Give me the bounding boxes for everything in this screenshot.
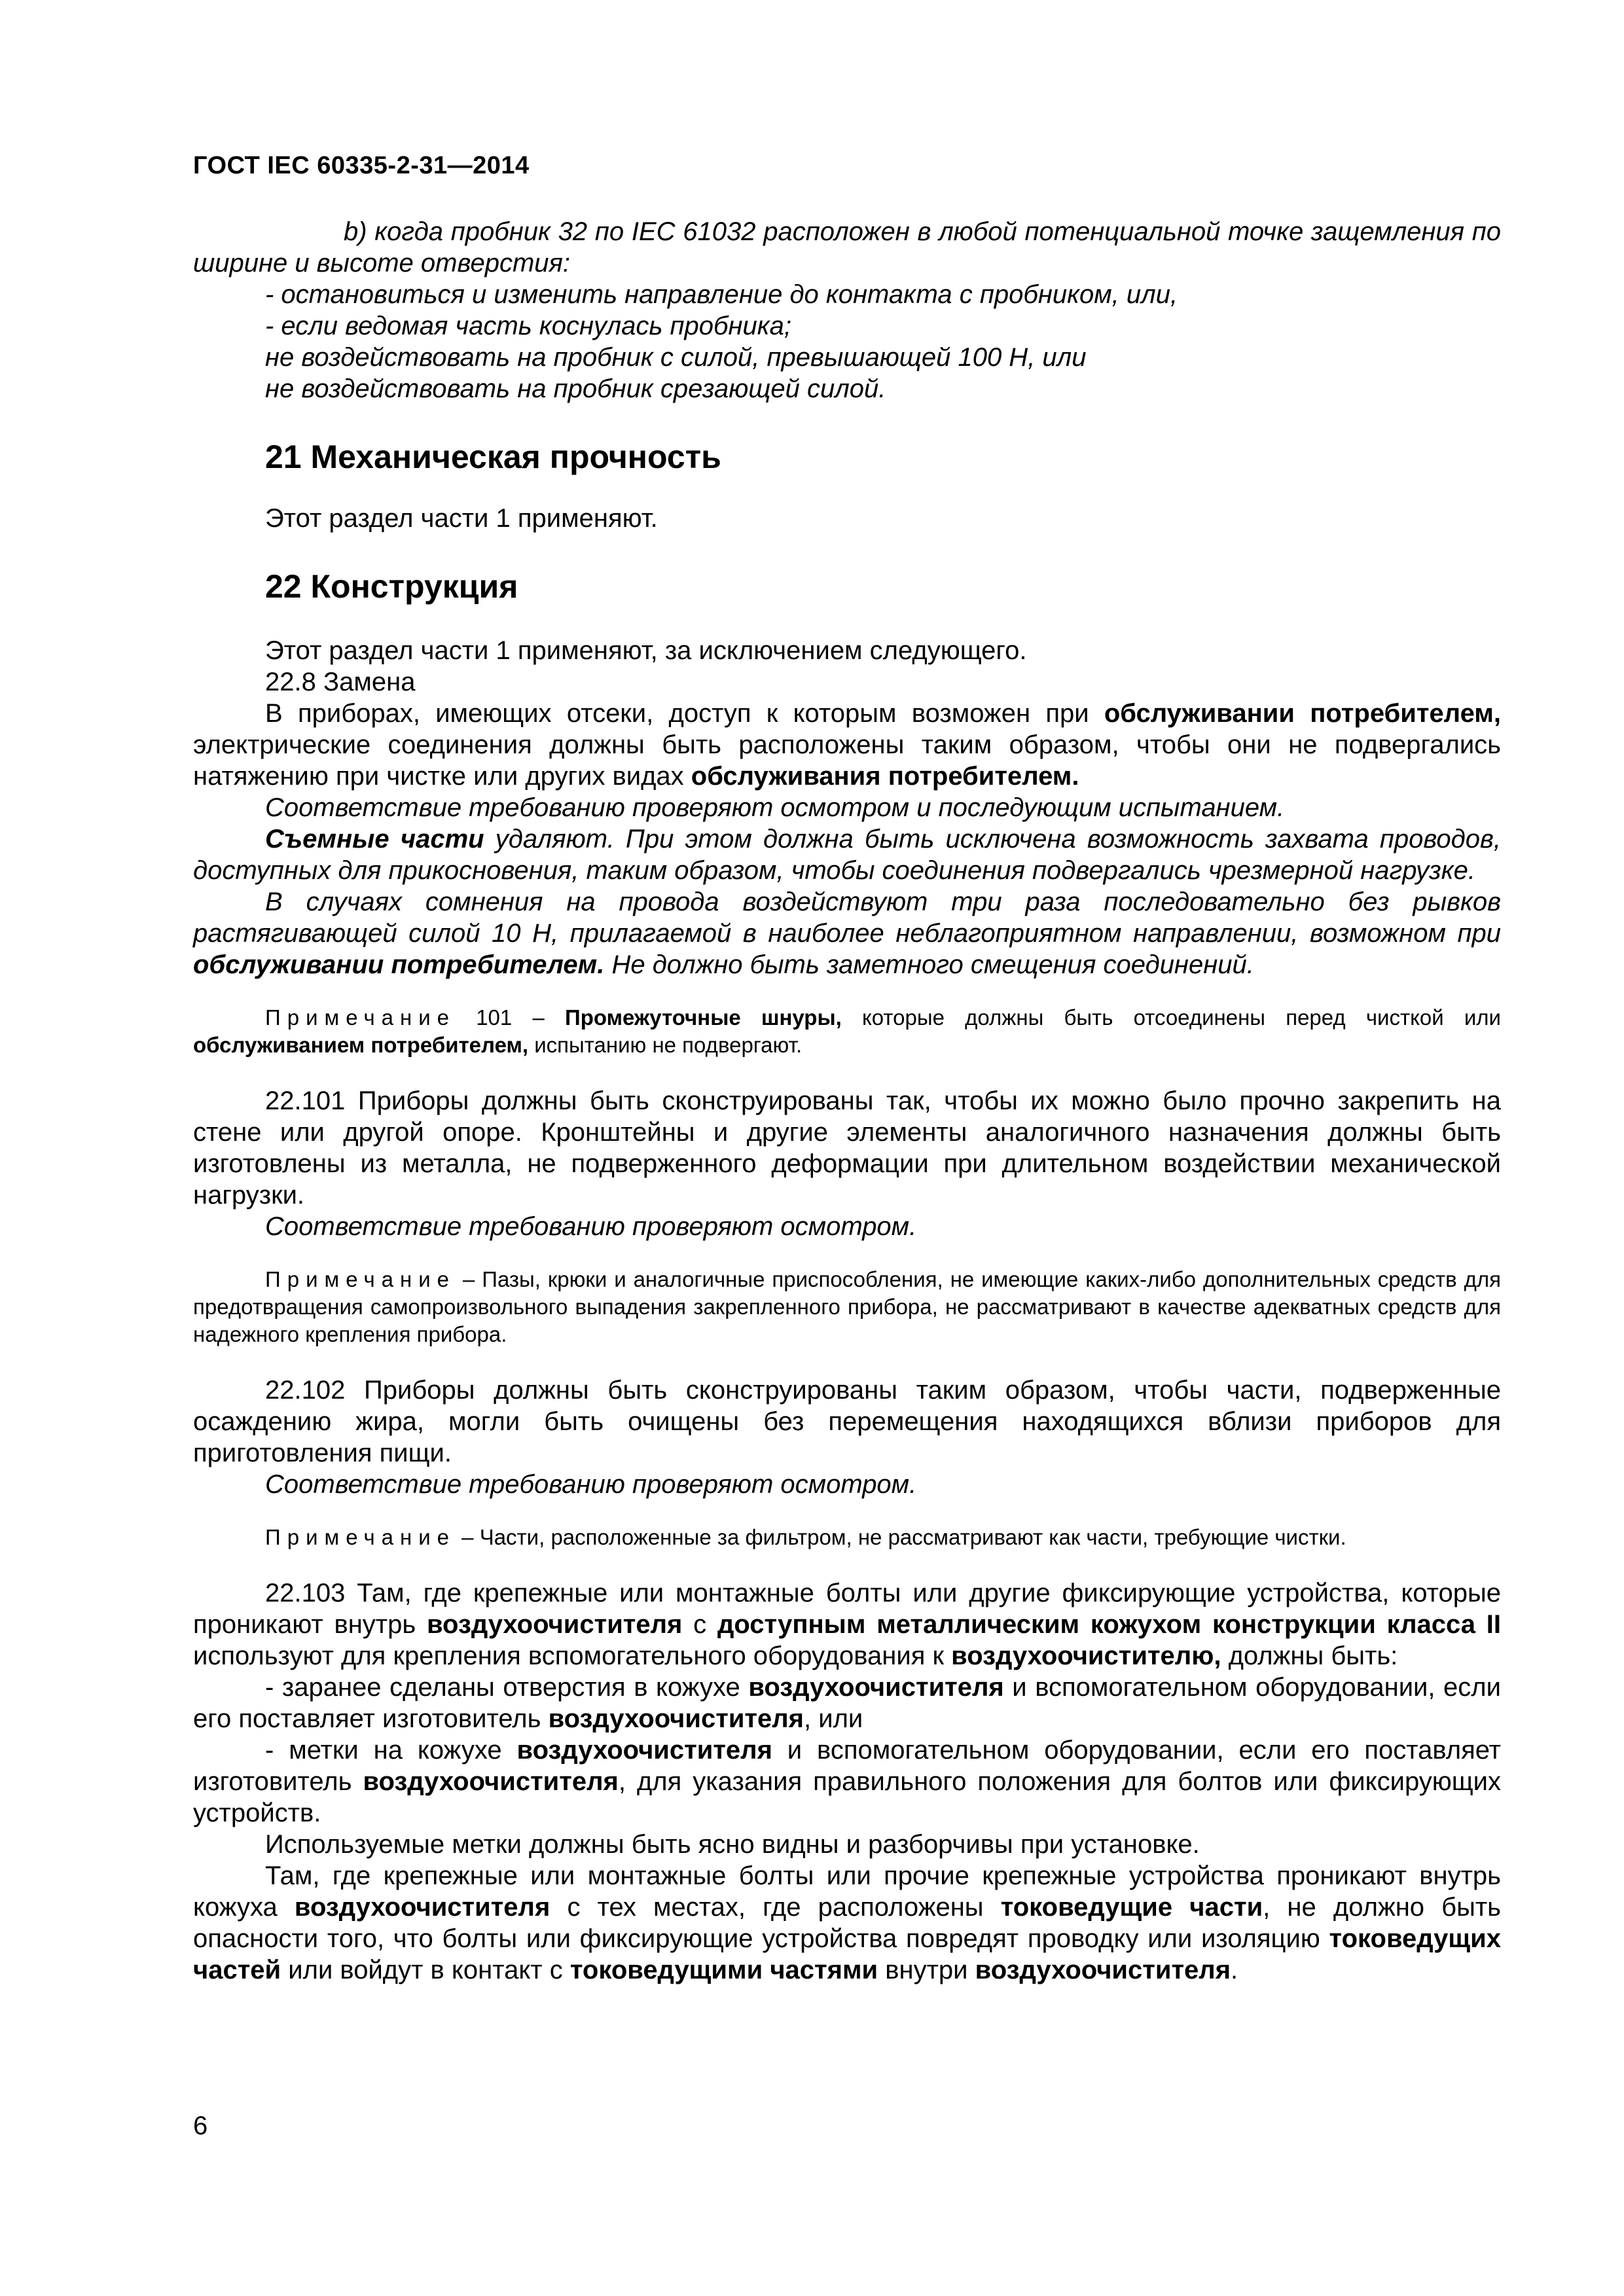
paragraph-22-103-live-parts: Там, где крепежные или монтажные болты или прочие крепежные устройства проникают внутрь кожуха воздухоочистителя с тех местах, где расположены токоведущие части, не должно быть опасности того, что болты или фиксирующие устройства повредят проводку или изоляцию токоведущих частей или войдут в контакт с токоведущими частями внутри воздухоочистителя. xyxy=(193,1861,1501,1984)
intro-dash-1: - остановиться и изменить направление до контакта с пробником, или, xyxy=(265,280,1178,309)
section-22-title: 22 Конструкция xyxy=(265,568,518,605)
paragraph-22-8-check: Соответствие требованию проверяют осмотром и последующим испытанием. xyxy=(265,793,1285,822)
paragraph-22-8-1: В приборах, имеющих отсеки, доступ к которым возможен при обслуживании потребителем, электрические соединения должны быть расположены таким образом, чтобы они не подвергались натяжению при чистке или других видах обслуживания потребителем. xyxy=(193,699,1501,791)
paragraph-22-102: 22.102 Приборы должны быть сконструированы таким образом, чтобы части, подверженные осаждению жира, могли быть очищены без перемещения находящихся вблизи приборов для приготовления пищи. xyxy=(193,1376,1501,1467)
note-101: Примечание 101 – Промежуточные шнуры, которые должны быть отсоединены перед чисткой или обслуживанием потребителем, испытанию не подвергают. xyxy=(193,1005,1501,1057)
paragraph-22-8-removable-parts: Съемные части удаляют. При этом должна быть исключена возможность захвата проводов, доступных для прикосновения, таким образом, чтобы соединения подвергались чрезмерной нагрузке. xyxy=(193,825,1502,885)
paragraph-22-102-check: Соответствие требованию проверяют осмотром. xyxy=(265,1470,917,1499)
paragraph-22-103: 22.103 Там, где крепежные или монтажные болты или другие фиксирующие устройства, которые проникают внутрь воздухоочистителя с доступным металлическим кожухом конструкции класса II используют для крепления вспомогательного оборудования к воздухоочистителю, должны быть: xyxy=(193,1579,1501,1670)
note-22-102: Примечание – Части, расположенные за фильтром, не рассматривают как части, требующие чистки. xyxy=(265,1525,1346,1549)
paragraph-22-8-doubt: В случаях сомнения на провода воздействуют три раза последовательно без рывков растягивающей силой 10 Н, прилагаемой в наиболее неблагоприятном направлении, возможном при обслуживании потребителем. Не должно быть заметного смещения соединений. xyxy=(193,888,1501,979)
paragraph-22-101: 22.101 Приборы должны быть сконструированы так, чтобы их можно было прочно закрепить на стене или другой опоре. Кронштейны и другие элементы аналогичного назначения должны быть изготовлены из металла, не подверженного деформации при длительном воздействии механической нагрузки. xyxy=(193,1086,1501,1210)
section-21-title: 21 Механическая прочность xyxy=(265,439,721,475)
paragraph-22-103-dash-1: - заранее сделаны отверстия в кожухе воздухоочистителя и вспомогательном оборудовании, если его поставляет изготовитель воздухоочистителя, или xyxy=(193,1673,1501,1733)
intro-line-4: не воздействовать на пробник срезающей силой. xyxy=(265,374,886,403)
paragraph-22-103-dash-2: - метки на кожухе воздухоочистителя и вспомогательном оборудовании, если его поставляет изготовитель воздухоочистителя, для указания правильного положения для болтов или фиксирующих устройств. xyxy=(193,1736,1501,1827)
page-content xyxy=(193,216,1501,1986)
intro-dash-2: - если ведомая часть коснулась пробника; xyxy=(265,312,792,340)
subsection-22-8-title: 22.8 Замена xyxy=(265,668,416,696)
note-22-101: Примечание – Пазы, крюки и аналогичные приспособления, не имеющие каких-либо дополнительных средств для предотвращения самопроизвольного выпадения закрепленного прибора, не рассматривают в качестве адекватных средств для надежного крепления прибора. xyxy=(193,1267,1501,1346)
page-number: 6 xyxy=(193,2111,208,2140)
intro-line-3: не воздействовать на пробник с силой, превышающей 100 Н, или xyxy=(265,343,1087,372)
section-21-text: Этот раздел части 1 применяют. xyxy=(265,504,658,533)
document-header: ГОСТ IEC 60335-2-31—2014 xyxy=(193,152,530,179)
paragraph-22-101-check: Соответствие требованию проверяют осмотром. xyxy=(265,1212,917,1241)
intro-item-b: b) когда пробник 32 по IEC 61032 расположен в любой потенциальной точке защемления по ширине и высоте отверстия: xyxy=(193,217,1501,278)
section-22-text: Этот раздел части 1 применяют, за исключением следующего. xyxy=(265,636,1027,665)
paragraph-22-103-marks: Используемые метки должны быть ясно видны и разборчивы при установке. xyxy=(265,1830,1200,1859)
